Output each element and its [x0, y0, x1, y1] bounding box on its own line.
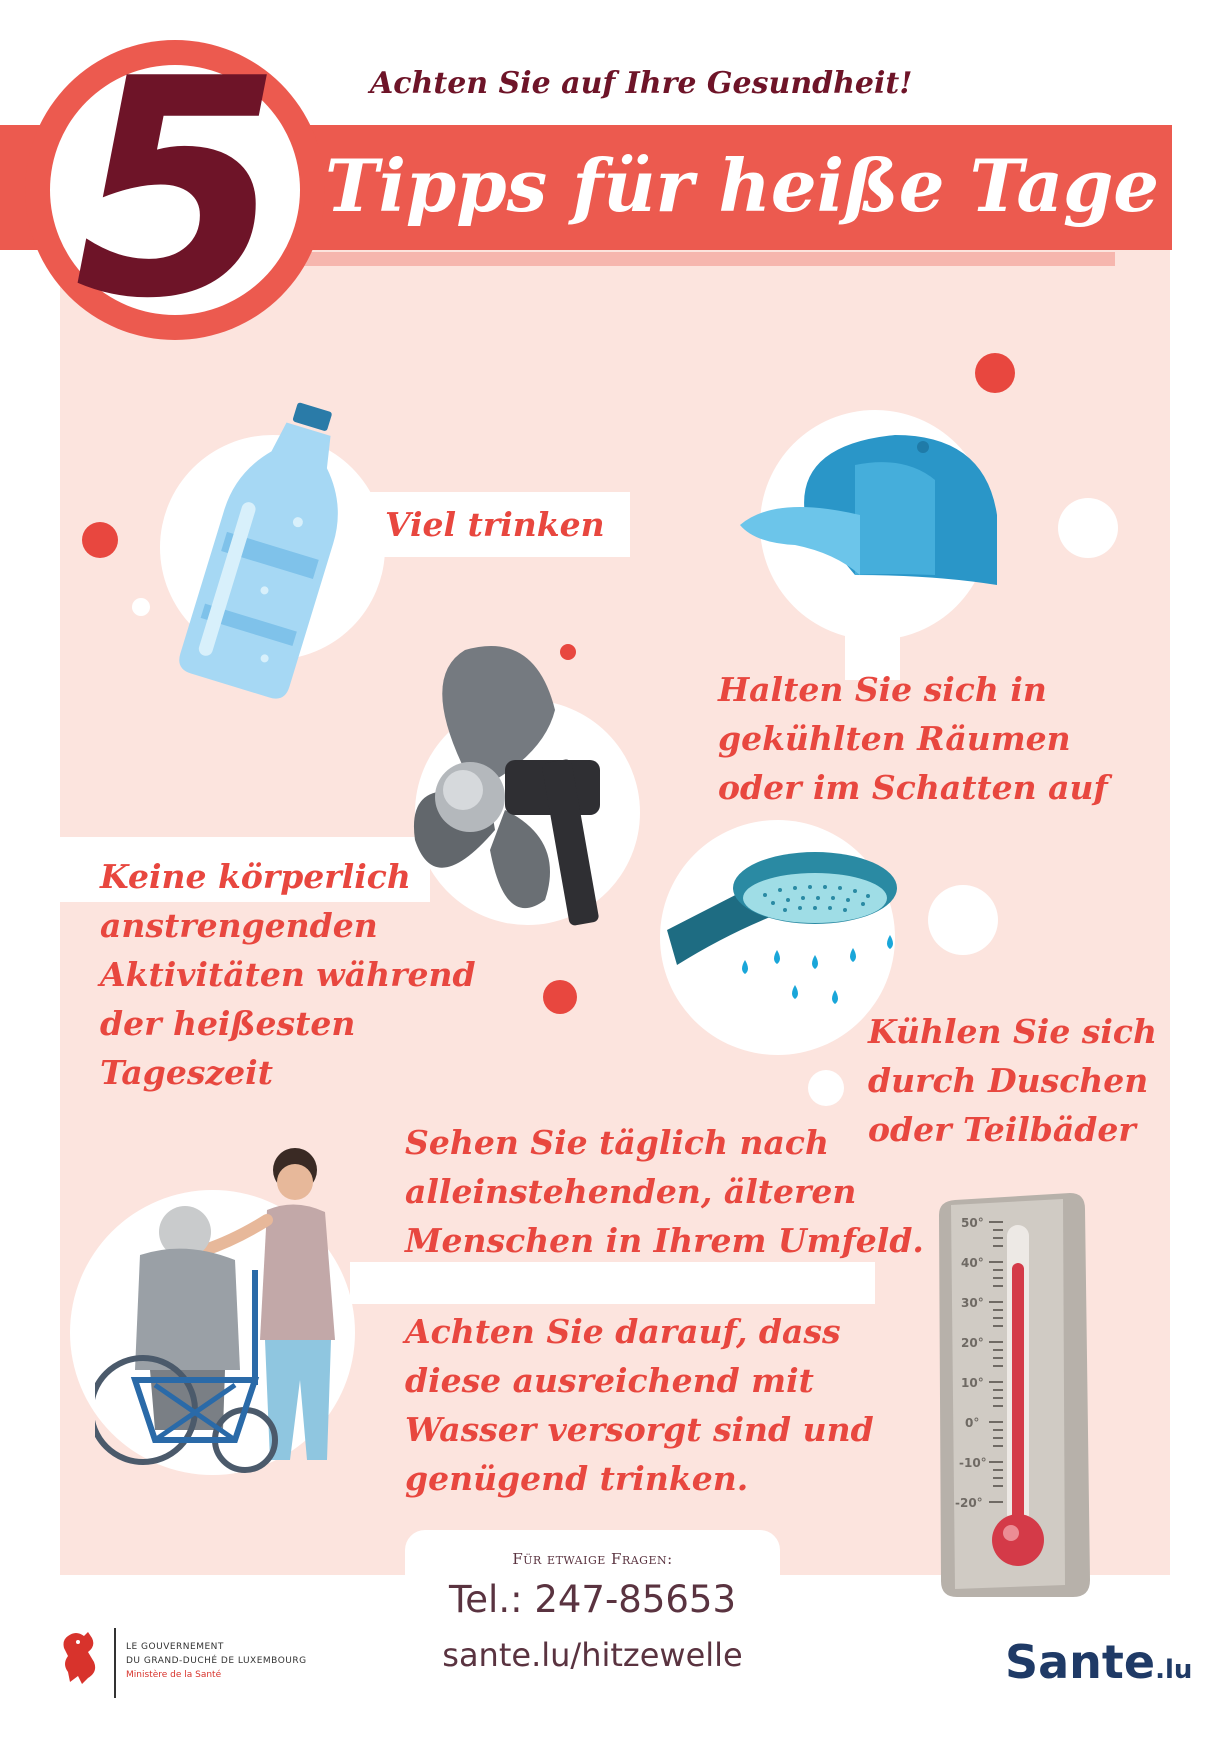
contact-url[interactable]: sante.lu/hitzewelle — [442, 1636, 743, 1674]
contact-phone[interactable]: Tel.: 247-85653 — [448, 1578, 737, 1621]
gov-line-1: LE GOUVERNEMENT — [126, 1642, 224, 1652]
tip-shade-line: oder im Schatten auf — [718, 768, 1108, 807]
decor-dot — [543, 980, 577, 1014]
gov-line-3: Ministère de la Santé — [126, 1670, 222, 1680]
tip-shower-line: durch Duschen — [868, 1061, 1149, 1100]
gov-line-2: DU GRAND-DUCHÉ DE LUXEMBOURG — [126, 1656, 307, 1666]
thermometer-scale-label: 20° — [961, 1336, 984, 1350]
tip-activity-line: Aktivitäten während — [100, 955, 476, 994]
shower-head-icon — [665, 840, 905, 1020]
tip-drink: Viel trinken — [385, 505, 605, 544]
big-number: 5 — [73, 15, 283, 364]
sante-logo — [1005, 1635, 1192, 1689]
elderly-label-box — [350, 1262, 875, 1304]
thermometer-scale-label: 0° — [965, 1416, 980, 1430]
thermometer-scale-label: 30° — [961, 1296, 984, 1310]
tip-water-line: Achten Sie darauf, dass — [405, 1312, 841, 1351]
decor-dot — [132, 598, 150, 616]
tip-activity-line: der heißesten — [100, 1004, 356, 1043]
water-bottle-icon — [170, 395, 370, 700]
luxembourg-lion-icon — [58, 1628, 102, 1686]
sante-logo-name: Sante — [1005, 1635, 1156, 1689]
tip-activity-line: anstrengenden — [100, 906, 378, 945]
decor-dot — [808, 1070, 844, 1106]
tip-activity — [100, 852, 476, 1097]
tip-elderly-line: alleinstehenden, älteren — [405, 1172, 857, 1211]
tip-water-line: genügend trinken. — [405, 1459, 749, 1498]
decor-dot — [975, 353, 1015, 393]
tip-water-line: diese ausreichend mit — [405, 1361, 814, 1400]
tip-shade-line: Halten Sie sich in — [718, 670, 1047, 709]
tip-elderly-line: Sehen Sie täglich nach — [405, 1123, 829, 1162]
title-banner-shadow — [290, 252, 1115, 266]
tip-shade-line: gekühlten Räumen — [718, 719, 1071, 758]
caregiver-wheelchair-icon — [95, 1140, 360, 1490]
footer-divider — [114, 1628, 116, 1698]
thermometer-scale-label: 40° — [961, 1256, 984, 1270]
thermometer-scale-label: 50° — [961, 1216, 984, 1230]
decor-dot — [82, 522, 118, 558]
tip-water — [405, 1307, 874, 1503]
thermometer-scale-label: -10° — [959, 1456, 987, 1470]
tip-water-line: Wasser versorgt sind und — [405, 1410, 874, 1449]
cap-icon — [735, 425, 1015, 595]
tip-shower-line: oder Teilbäder — [868, 1110, 1136, 1149]
decor-dot — [928, 885, 998, 955]
tip-activity-line: Keine körperlich — [100, 857, 411, 896]
tip-activity-line: Tageszeit — [100, 1053, 273, 1092]
tip-elderly — [405, 1118, 924, 1265]
decor-dot — [1058, 498, 1118, 558]
thermometer-scale-label: 10° — [961, 1376, 984, 1390]
tip-shower-line: Kühlen Sie sich — [868, 1012, 1158, 1051]
sante-logo-suffix: .lu — [1155, 1655, 1193, 1685]
page-title: Tipps für heiße Tage — [325, 143, 1160, 228]
contact-label: Für etwaige Fragen: — [512, 1550, 673, 1568]
tagline: Achten Sie auf Ihre Gesundheit! — [370, 66, 913, 101]
thermometer-scale-label: -20° — [955, 1496, 983, 1510]
tip-shade — [718, 665, 1108, 812]
thermometer-icon — [925, 1185, 1100, 1605]
tip-elderly-line: Menschen in Ihrem Umfeld. — [405, 1221, 924, 1260]
